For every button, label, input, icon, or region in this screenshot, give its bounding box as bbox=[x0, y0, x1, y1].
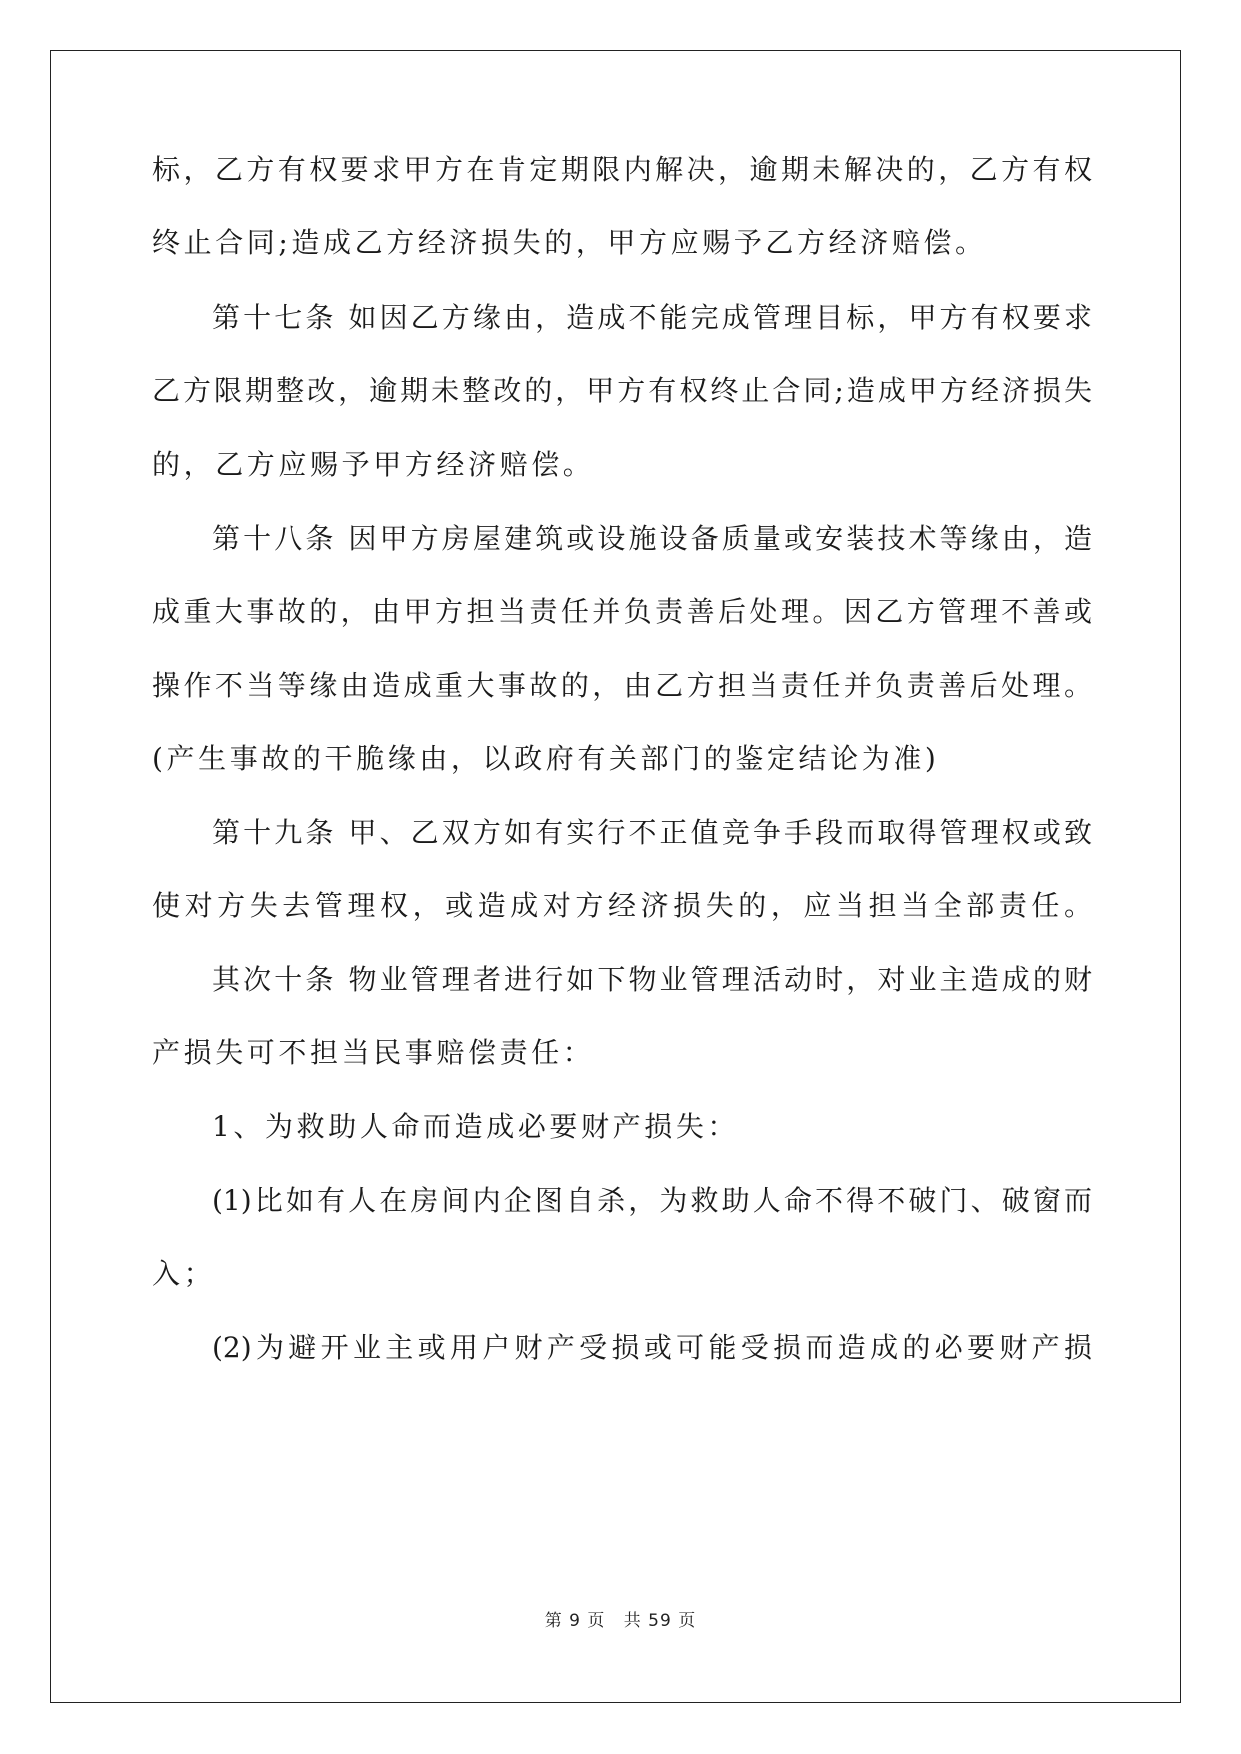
article-18-heading-line: 第十八条 因甲方房屋建筑或设施设备质量或安装技术等缘由，造 bbox=[212, 522, 1092, 555]
sub-item-line: (2)为避开业主或用户财产受损或可能受损而造成的必要财产损 bbox=[212, 1331, 1092, 1364]
sub-item-line: (1)比如有人在房间内企图自杀，为救助人命不得不破门、破窗而 bbox=[212, 1184, 1092, 1217]
body-line: 产损失可不担当民事赔偿责任： bbox=[152, 1036, 595, 1069]
page-number: 第 9 页 bbox=[544, 1611, 606, 1631]
body-line: 入； bbox=[152, 1257, 216, 1290]
body-line: 的，乙方应赐予甲方经济赔偿。 bbox=[152, 448, 595, 481]
body-line: 终止合同;造成乙方经济损失的，甲方应赐予乙方经济赔偿。 bbox=[152, 226, 987, 259]
body-line: 标，乙方有权要求甲方在肯定期限内解决，逾期未解决的，乙方有权 bbox=[152, 153, 1092, 186]
body-line: 乙方限期整改，逾期未整改的，甲方有权终止合同;造成甲方经济损失 bbox=[152, 374, 1092, 407]
body-line: 操作不当等缘由造成重大事故的，由乙方担当责任并负责善后处理。 bbox=[152, 669, 1092, 702]
article-17-heading-line: 第十七条 如因乙方缘由，造成不能完成管理目标，甲方有权要求 bbox=[212, 301, 1092, 334]
page-footer bbox=[0, 1606, 1241, 1631]
body-line: 成重大事故的，由甲方担当责任并负责善后处理。因乙方管理不善或 bbox=[152, 595, 1092, 628]
article-20-heading-line: 其次十条 物业管理者进行如下物业管理活动时，对业主造成的财 bbox=[212, 963, 1092, 996]
body-line: 使对方失去管理权，或造成对方经济损失的，应当担当全部责任。 bbox=[152, 889, 1092, 922]
list-item-heading: 1、为救助人命而造成必要财产损失： bbox=[212, 1110, 740, 1143]
body-line: (产生事故的干脆缘由，以政府有关部门的鉴定结论为准) bbox=[152, 742, 940, 775]
article-19-heading-line: 第十九条 甲、乙双方如有实行不正值竞争手段而取得管理权或致 bbox=[212, 816, 1092, 849]
page-total: 共 59 页 bbox=[623, 1611, 697, 1631]
